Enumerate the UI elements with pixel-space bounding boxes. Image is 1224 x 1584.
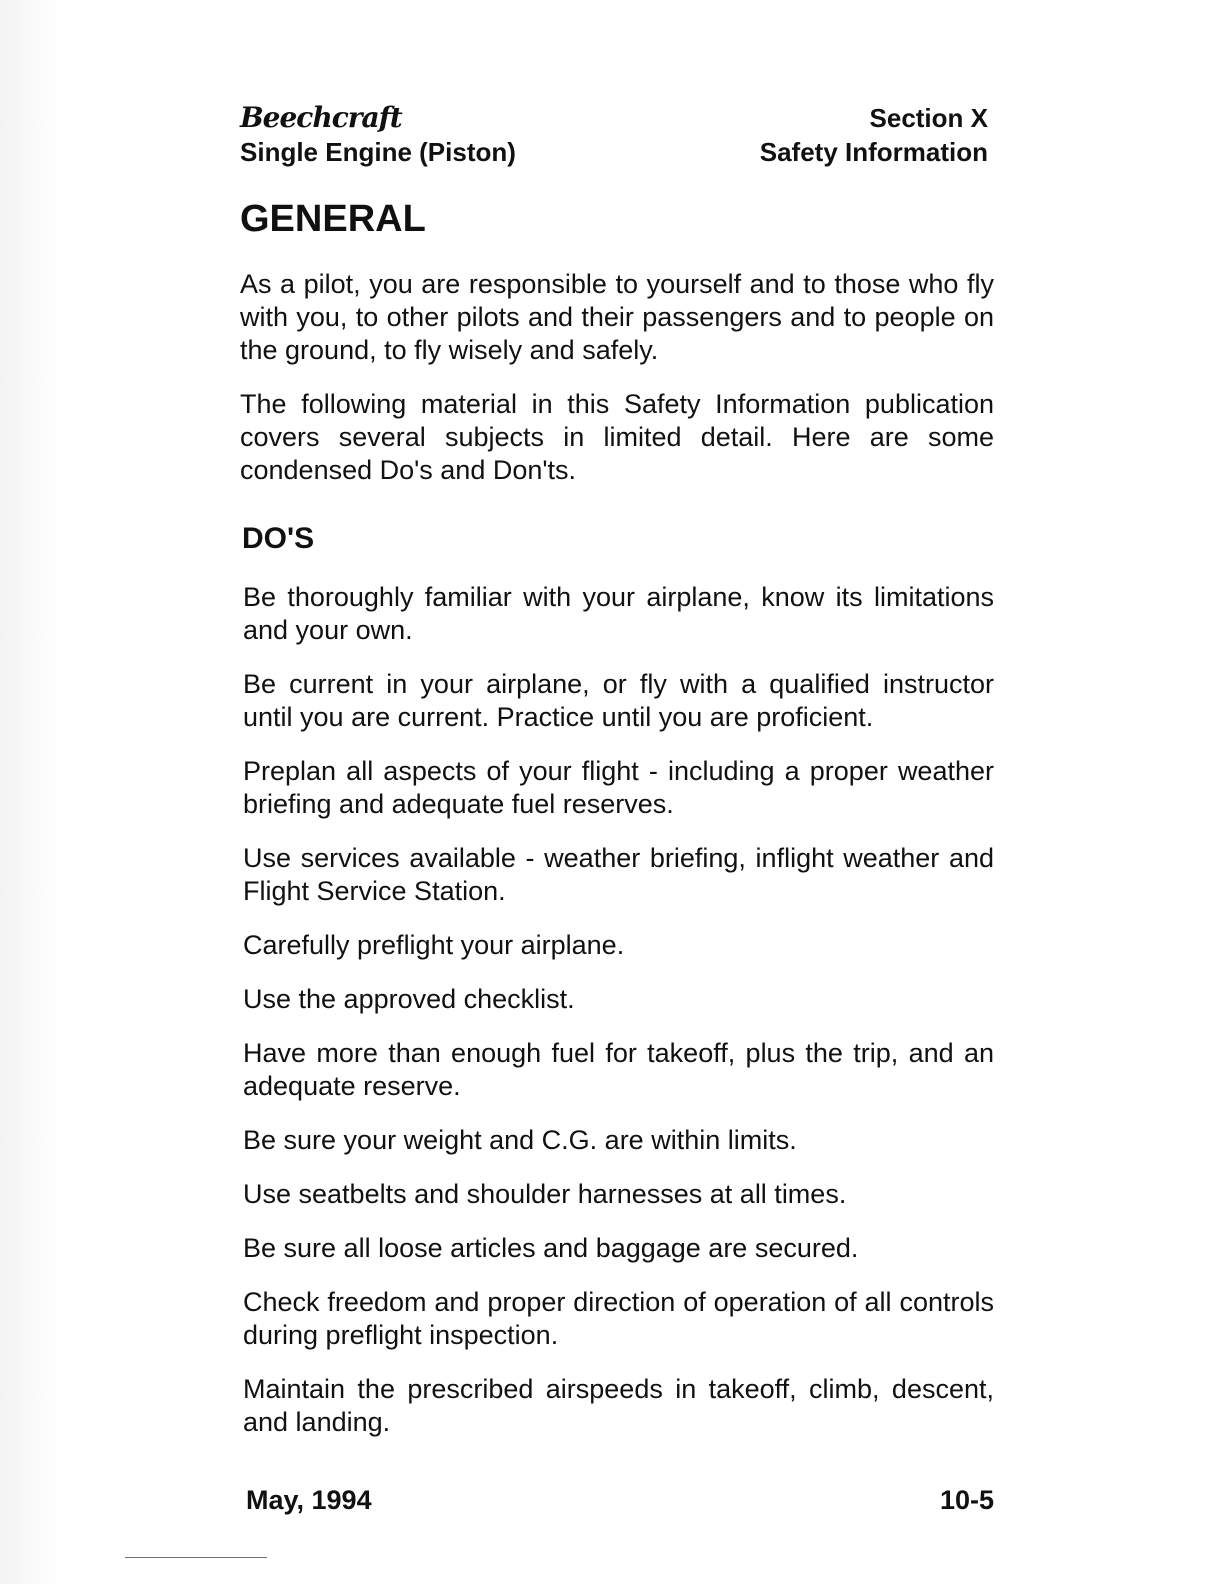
general-heading: GENERAL bbox=[240, 198, 426, 240]
page-number: 10-5 bbox=[939, 1485, 994, 1515]
footer-date: May, 1994 bbox=[246, 1485, 372, 1515]
page-edge-shade bbox=[0, 0, 60, 1584]
section-title: Safety Information bbox=[759, 137, 988, 167]
dos-heading: DO'S bbox=[242, 522, 315, 555]
page-content bbox=[240, 194, 994, 1460]
dos-item: Have more than enough fuel for takeoff, plus the trip, and an adequate reserve. bbox=[243, 1038, 994, 1101]
dos-item: Preplan all aspects of your flight - including a proper weather briefing and adequate fuel reserves. bbox=[243, 756, 994, 819]
dos-item: Be current in your airplane, or fly with a qualified instructor until you are current. Practice until you are proficient. bbox=[243, 669, 994, 732]
page-footer bbox=[246, 1485, 994, 1525]
dos-item: Use seatbelts and shoulder harnesses at all times. bbox=[243, 1179, 847, 1209]
dos-item: Use the approved checklist. bbox=[243, 984, 575, 1014]
general-paragraph: As a pilot, you are responsible to yourself and to those who fly with you, to other pilots and their passengers and to people on the ground, to fly wisely and safely. bbox=[240, 269, 994, 365]
header-left bbox=[240, 100, 516, 168]
dos-item: Carefully preflight your airplane. bbox=[243, 930, 625, 960]
brand-logo: Beechcraft bbox=[240, 101, 402, 134]
dos-item: Be sure all loose articles and baggage are secured. bbox=[243, 1233, 859, 1263]
dos-list bbox=[240, 581, 994, 1439]
header-right bbox=[760, 100, 988, 168]
general-paragraph: The following material in this Safety Information publication covers several subjects in limited detail. Here are some condensed Do's and Don'ts. bbox=[240, 389, 994, 485]
dos-item: Be sure your weight and C.G. are within limits. bbox=[243, 1125, 797, 1155]
dos-item: Maintain the prescribed airspeeds in takeoff, climb, descent, and landing. bbox=[243, 1374, 994, 1437]
page-header bbox=[240, 100, 988, 180]
dos-item: Check freedom and proper direction of operation of all controls during preflight inspection. bbox=[243, 1287, 994, 1350]
model-label: Single Engine (Piston) bbox=[240, 137, 516, 167]
bottom-rule bbox=[125, 1557, 267, 1558]
dos-item: Be thoroughly familiar with your airplane, know its limitations and your own. bbox=[243, 582, 994, 645]
section-label: Section X bbox=[869, 103, 988, 133]
dos-item: Use services available - weather briefing, inflight weather and Flight Service Station. bbox=[243, 843, 994, 906]
